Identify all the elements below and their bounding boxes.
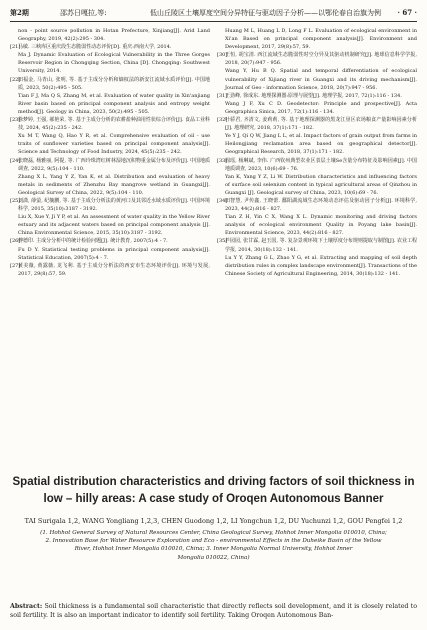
reference-text: Ye Y J, Qi Q W, Jiang L L, et al. Impact factors of grain output from farms in Heilongjiang reclamation area based on geographical detector[J]. Geographical Research, 2018, 37(1):171 - 182. (225, 133, 417, 156)
reference-entry (217, 197, 417, 213)
abstract (10, 602, 417, 620)
reference-text: 田智慧, 尹传鑫, 王晓蕾. 鄱阳湖流域生态环境动态评估及驱动因子分析[J]. 环境科学, 2023, 44(2):816 - 827. (225, 197, 417, 213)
issue-number: 第2期 (10, 8, 29, 17)
reference-text: Ma J. Dynamic Evaluation of Ecological Vulnerability in the Three Gorges Reservoir Region in Chongqing Section, China [D]. Chongqing: Southwest University, 2014. (18, 52, 210, 75)
reference-entry (217, 213, 417, 237)
reference-entry (10, 116, 210, 132)
reference-number: [25] (10, 197, 21, 204)
affiliation-line-4: Mongolia 010022, China) (177, 554, 250, 561)
abstract-text: Soil thickness is a fundamental soil characteristic that directly reflects soil development, and it is closely related to soil fertility. It is also an important indicator to identify soil fertility. Taking Oroqen Autonomous Ban- (10, 603, 417, 619)
reference-entry (10, 173, 210, 197)
reference-entry (217, 27, 417, 51)
reference-text: 张晓磊, 杨雅丽, 阿提, 等. 广西玲珠湾红树林湿地沉积物重金属分布及评价[J]. 中国地质调查, 2022, 9(5):104 - 110. (18, 157, 210, 172)
reference-number: [27] (10, 262, 21, 269)
reference-number: [23] (10, 117, 21, 124)
reference-entry (217, 254, 417, 278)
page-number: · 67 · (397, 8, 417, 17)
reference-number: [35] (217, 238, 228, 245)
reference-number: [30] (217, 52, 228, 59)
paper-title (10, 474, 417, 508)
reference-text: 马敏. 三峡库区重庆段生态脆弱性动态评价[D]. 重庆:西南大学, 2014. (18, 44, 172, 51)
reference-text: Fu D Y. Statistical testing problems in principal component analysis[J]. Statistical Education, 2007(5):4 - 7. (18, 246, 210, 261)
reference-text: 田福金, 马青山, 张明, 等. 基于主成分分析和熵权法的新安江流域水质评价[J]. 中国地质, 2023, 50(2):495 - 505. (18, 76, 210, 91)
reference-entry (10, 43, 210, 51)
reference-entry (217, 237, 417, 253)
reference-text: Yan K, Yang Y Z, Li W. Distribution characteristics and influencing factors of surface soil selenium content in typical agricultural areas of Qinzhou in Guangxi [J]. Geological survey of China, 2023, 10(6):69 - 76. (225, 173, 417, 196)
reference-entry (10, 246, 210, 262)
header-rule (10, 21, 417, 22)
reference-text: non - point source pollution in Hotan Prefecture, Xinjiang[J]. Arid Land Geography, 2019, 42(2):295 - 304. (18, 28, 210, 43)
reference-text: 阎瑶, 杨琳斌, 李伟. 广西钦州典型农业区表层土壤Se含量分布特征及影响因素[J]. 中国地质调查, 2023, 10(6):69 - 76. (225, 157, 417, 172)
reference-entry (10, 76, 210, 92)
reference-entry (217, 157, 417, 173)
reference-entry (10, 213, 210, 237)
running-authors: 邵苏日嘎拉,等: (60, 9, 107, 17)
reference-text: Tian F J, Ma Q S, Zhang M, et al. Evaluation of water quality in Xin'anjiang River basin based on principal component analysis and entropy weight method[J]. Geology in China, 2023, 50(2):495 - 505. (18, 92, 210, 115)
reference-text: 徐梦婷, 王强, 郝艳荣, 等. 基于主成分分析的农耕盐种油用性状综合评价[J]. 食品工业科技, 2024, 45(2):235 - 242. (18, 117, 210, 132)
reference-text: 刘潇, 薛萤, 纪毓鹏, 等. 基于主成分分析法的黄河口及其邻近水域水质评价[J]. 中国环境科学, 2015, 35(10):3187 - 3192. (18, 197, 210, 213)
affiliation-line-2: 2. Innovation Base for Water Resource Exploration and Eco - environmental Effects in the Duheike Basin of the Yellow (45, 538, 382, 545)
reference-number: [26] (10, 238, 21, 245)
reference-entry (217, 92, 417, 100)
reference-entry (217, 173, 417, 197)
reference-entry (10, 237, 210, 245)
affiliation-line-3: River, Hohhot Inner Mongolia 010010, China; 3. Inner Mongolia Normal University, Hohhot Inner (74, 546, 353, 553)
reference-number: [21] (10, 44, 21, 51)
reference-entry (10, 51, 210, 75)
reference-text: Liu X, Xue Y, Ji Y P, et al. An assessment of water quality in the Yellow River estuary and its adjacent waters based on principal component analysis [J]. China Environmental Science, 2015, 35(10):3187 - 3192. (18, 214, 211, 237)
affiliations (10, 529, 417, 562)
reference-entry (217, 51, 417, 67)
reference-entry (10, 262, 210, 278)
reference-text: Zhang X L, Yang Y Z, Yan K, et al. Distribution and evaluation of heavy metals in sediments of Zhenzhu Bay mangrove wetland in Guangxi[J]. Geological Survey of China, 2022, 9(5):104 - 110. (18, 173, 210, 196)
reference-number: [33] (217, 157, 228, 164)
reference-text: Xu M T, Wang Q, Hao Y R, et al. Comprehensive evaluation of oil - use traits of sunflower varieties based on principal component analysis[J]. Science and Technology of Food Industry, 2024, 45(5):235 - 242. (18, 133, 210, 156)
abstract-label: Abstract: (10, 603, 43, 610)
reference-number: [24] (10, 157, 21, 164)
references-right-column (217, 27, 417, 278)
reference-text: 芦园园, 张甘霖, 赵玉国, 等. 复杂景观环境下土壤厚度分布规则提取与制图[J]. 农业工程学报, 2014, 30(18):132 - 141. (225, 238, 417, 253)
reference-entry (217, 116, 417, 132)
reference-text: 黄美薇, 黄露薇, 龙飞利. 基于主成分分析法的西安市生态环境评价[J]. 环境与发展, 2017, 29(8):57, 59. (18, 262, 210, 277)
reference-number: [32] (217, 117, 228, 124)
reference-text: Wang Y, Hu B Q. Spatial and temporal differentiation of ecological vulnerability of Xijiang river in Guangxi and its driving mechanism[J]. Journal of Geo - information Science, 2018, 20(7):947 - 956. (225, 68, 417, 91)
reference-text: 叶骄君, 齐清文, 姜莉莉, 等. 基于地理探测器的黑龙江垦区农场粮食产量影响因素分析[J]. 地理研究, 2018, 37(1):171 - 182. (225, 117, 417, 132)
references-left-column (10, 27, 210, 278)
affiliation-line-1: (1. Hohhot General Survey of Natural Resources Center, China Geological Survey, Hohhot Inner Mongolia 010010, China; (40, 530, 387, 536)
reference-text: Wang J F, Xu C D. Geodetector: Principle and prospective[J]. Acta Geographica Sinica, 2017, 72(1):116 - 134. (225, 100, 417, 115)
running-title: 低山丘陵区土壤厚度空间分异特征与驱动因子分析——以鄂伦春自治旗为例 (150, 9, 381, 17)
reference-number: [34] (217, 197, 228, 204)
reference-entry (10, 92, 210, 116)
reference-text: Lu Y Y, Zhang G L, Zhao Y G, et al. Extracting and mapping of soil depth distribution rules in complex landscape environment[J]. Transactions of the Chinese Society of Agricultural Engineering, 2014, 30(18):132 - 141. (225, 254, 417, 277)
reference-number: [31] (217, 92, 228, 99)
title-line-1: Spatial distribution characteristics and driving factors of soil thickness in (12, 476, 415, 488)
author-list: TAI Surigala 1,2, WANG Yongliang 1,2,3, CHEN Guodong 1,2, LI Yongchun 1,2, DU Yuchunzi 1,2, GOU Pengfei 1,2 (24, 517, 403, 525)
reference-number: [22] (10, 76, 21, 83)
reference-entry (10, 157, 210, 173)
reference-text: Tian Z H, Yin C X, Wang X L. Dynamic monitoring and driving factors analysis of ecological environment Quality in Poyang lake basin[J]. Environmental Science, 2023, 44(2):816 - 827. (225, 214, 417, 237)
reference-entry (217, 132, 417, 156)
title-line-2: low – hilly areas: A case study of Oroqen Autonomous Banner (43, 493, 384, 505)
reference-text: 王劲峰, 徐成东. 地理探测器:原理与展望[J]. 地理学报, 2017, 72(1):116 - 134. (225, 92, 402, 99)
reference-text: 傅德印. 主成分分析中的统计检验问题[J]. 统计教育, 2007(5):4 - 7. (18, 238, 168, 245)
running-header (10, 6, 417, 20)
reference-entry (217, 100, 417, 116)
reference-entry (217, 67, 417, 91)
reference-entry (10, 132, 210, 156)
reference-entry (10, 27, 210, 43)
reference-text: Huang M L, Huang L D, Long F L. Evaluation of ecological environment in Xi'an Based on principal component analysis[J]. Environment and Development, 2017, 29(8):57, 59. (225, 28, 417, 51)
reference-entry (10, 197, 210, 213)
reference-text: 王恒, 胡宝清. 西江流域生态脆弱性时空分异及其驱动机制研究[J]. 地球信息科学学报, 2018, 20(7):947 - 956. (225, 52, 417, 67)
